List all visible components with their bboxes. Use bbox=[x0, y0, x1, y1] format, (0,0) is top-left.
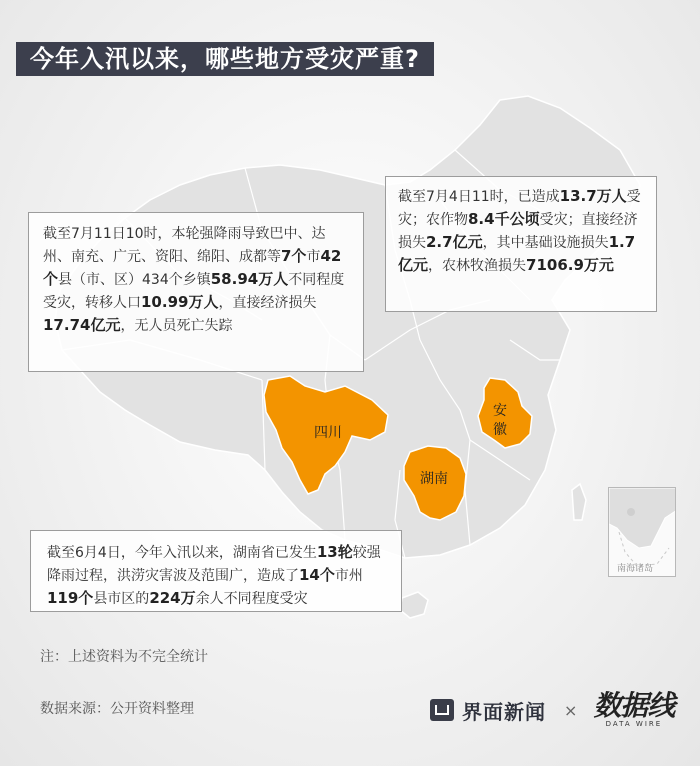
hunan-text-segment: 截至6月4日，今年入汛以来，湖南省已发生 bbox=[47, 545, 317, 561]
sichuan-text-segment: 县（市、区）434个乡镇 bbox=[58, 272, 211, 288]
brand-separator: × bbox=[564, 700, 578, 720]
page-title: 今年入汛以来，哪些地方受灾严重? bbox=[16, 42, 434, 76]
brand-name: 界面新闻 bbox=[462, 699, 546, 724]
sichuan-text-segment: ，无人员死亡失踪 bbox=[120, 318, 233, 334]
hunan-label: 湖南 bbox=[420, 471, 448, 487]
anhui-text-segment: ，其中基础设施损失 bbox=[482, 235, 609, 251]
hunan-text-segment: 较强降雨过程，洪涝灾害波及范围广，造成了 bbox=[47, 545, 381, 584]
anhui-text-segment: 8.4千公顷 bbox=[468, 210, 540, 228]
inset-coast bbox=[609, 488, 676, 548]
inset-label: 南海诸岛 bbox=[617, 564, 654, 574]
sichuan-info-box bbox=[28, 212, 364, 372]
hunan-text-segment: 余人不同程度受灾 bbox=[195, 591, 308, 607]
hunan-text-segment: 119个 bbox=[47, 589, 94, 607]
sichuan-label: 四川 bbox=[314, 425, 342, 441]
brand-area bbox=[430, 689, 675, 728]
anhui-text-segment: 2.7亿元 bbox=[426, 233, 483, 251]
south-china-sea-inset bbox=[608, 487, 676, 577]
partner-subtitle: DATA WIRE bbox=[605, 720, 663, 728]
hunan-text-segment: 14个 bbox=[299, 566, 335, 584]
partner-logo bbox=[593, 689, 675, 728]
partner-name: 数据线 bbox=[593, 689, 675, 722]
sichuan-text-segment: 不同程度受灾，转移人口 bbox=[43, 272, 345, 311]
anhui-text-segment: 13.7万人 bbox=[559, 187, 627, 205]
taiwan-island bbox=[572, 484, 586, 520]
anhui-text-segment: 7106.9万元 bbox=[526, 256, 614, 274]
sichuan-text-segment: 58.94万人 bbox=[210, 270, 289, 288]
anhui-text-segment: 1.7亿元 bbox=[398, 233, 636, 274]
sichuan-text-segment: 17.74亿元 bbox=[43, 316, 121, 334]
anhui-info-box bbox=[385, 176, 657, 312]
sichuan-text-segment: ，直接经济损失 bbox=[218, 295, 317, 311]
data-source: 数据来源：公开资料整理 bbox=[40, 701, 194, 717]
footnote: 注：上述资料为不完全统计 bbox=[40, 649, 208, 665]
anhui-text-segment: 受灾；农作物 bbox=[398, 189, 641, 228]
hunan-text-segment: 224万 bbox=[149, 589, 196, 607]
sichuan-text-segment: 7个 bbox=[281, 247, 307, 265]
sichuan-text-segment: 10.99万人 bbox=[141, 293, 219, 311]
anhui-label: 安徽 bbox=[493, 403, 507, 438]
anhui-text-segment: 截至7月4日11时，已造成 bbox=[398, 189, 560, 205]
hunan-info-box bbox=[30, 530, 402, 612]
hunan-text-segment: 13轮 bbox=[316, 543, 353, 561]
sichuan-text-segment: 截至7月11日10时，本轮强降雨导致巴中、达州、南充、广元、资阳、绵阳、成都等 bbox=[43, 226, 326, 265]
hunan-text-segment: 市州 bbox=[334, 568, 363, 584]
anhui-text-segment: ，农林牧渔损失 bbox=[428, 258, 527, 274]
sichuan-text-segment: 42个 bbox=[43, 247, 342, 288]
anhui-text-segment: 受灾；直接经济损失 bbox=[398, 212, 638, 251]
hunan-text-segment: 县市区的 bbox=[93, 591, 150, 607]
jiemian-logo-icon bbox=[430, 699, 454, 721]
inset-hainan bbox=[627, 508, 635, 516]
sichuan-text-segment: 市 bbox=[306, 249, 321, 265]
hainan-island bbox=[400, 592, 428, 618]
